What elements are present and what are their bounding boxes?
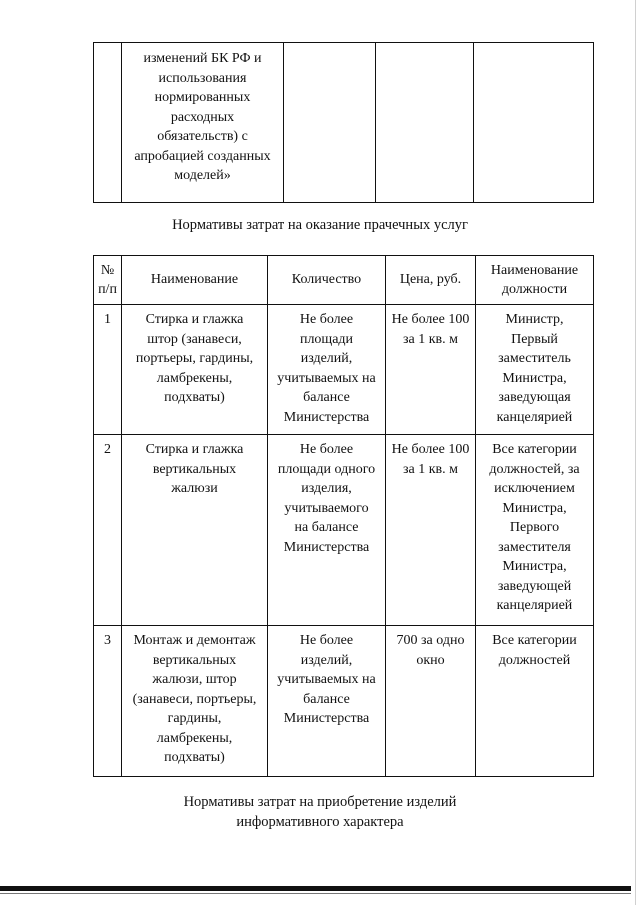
row-number: 1 [104, 312, 111, 327]
row-number: 3 [104, 633, 111, 648]
service-price: Не более 100 за 1 кв. м [391, 312, 470, 347]
cell-num [94, 626, 122, 777]
table-row [94, 43, 594, 203]
cell-name [122, 305, 268, 435]
cell-position [476, 435, 594, 626]
table-cell [94, 43, 122, 203]
service-name: Монтаж и демонтаж вертикальных жалюзи, штор (занавеси, портьеры, гардины, ламбрекены, подхваты) [132, 633, 257, 765]
header-num [94, 256, 122, 305]
service-quantity: Не более площади изделий, учитываемых на балансе Министерства [277, 312, 376, 425]
header-price-label: Цена, руб. [399, 272, 462, 288]
cell-quantity [268, 626, 386, 777]
service-price: Не более 100 за 1 кв. м [391, 442, 470, 477]
cell-quantity [268, 435, 386, 626]
continued-table [93, 42, 594, 203]
page-edge [635, 0, 636, 905]
service-quantity: Не более площади одного изделия, учитываемого на балансе Министерства [277, 442, 376, 555]
table-cell [474, 43, 594, 203]
header-quantity [268, 256, 386, 305]
table-cell [376, 43, 474, 203]
cell-position [476, 305, 594, 435]
section-heading-laundry: Нормативы затрат на оказание прачечных услуг [172, 217, 468, 233]
continued-cell-text: изменений БК РФ и использования нормированных расходных обязательств) с апробацией созданных моделей» [134, 51, 271, 183]
table-header-row [94, 256, 594, 305]
header-name [122, 256, 268, 305]
table-row [94, 435, 594, 626]
header-num-label: № п/п [98, 262, 117, 297]
header-quantity-label: Количество [291, 272, 362, 288]
header-position-label: Наименование должности [490, 262, 579, 297]
service-position: Все категории должностей, за исключением Министра, Первого заместителя Министра, заведующей канцелярией [489, 442, 580, 613]
table-row [94, 626, 594, 777]
table-cell [284, 43, 376, 203]
service-position: Министр, Первый заместитель Министра, заведующая канцелярией [496, 312, 573, 425]
cell-name [122, 435, 268, 626]
header-position [476, 256, 594, 305]
row-number: 2 [104, 442, 111, 457]
cell-price [386, 626, 476, 777]
header-name-label: Наименование [150, 272, 239, 288]
cell-price [386, 435, 476, 626]
cell-quantity [268, 305, 386, 435]
scan-bottom-edge-shadow [0, 893, 631, 894]
cell-price [386, 305, 476, 435]
service-price: 700 за одно окно [396, 633, 465, 668]
cell-position [476, 626, 594, 777]
header-price [386, 256, 476, 305]
service-name: Стирка и глажка вертикальных жалюзи [145, 442, 244, 496]
cell-num [94, 305, 122, 435]
laundry-norms-table [93, 255, 594, 777]
table-cell [122, 43, 284, 203]
cell-name [122, 626, 268, 777]
service-quantity: Не более изделий, учитываемых на балансе Министерства [277, 633, 376, 726]
service-position: Все категории должностей [492, 633, 577, 668]
cell-num [94, 435, 122, 626]
table-row [94, 305, 594, 435]
service-name: Стирка и глажка штор (занавеси, портьеры, гардины, ламбрекены, подхваты) [135, 312, 254, 405]
section-heading-informative-items: Нормативы затрат на приобретение изделий информативного характера [183, 794, 457, 830]
scan-bottom-edge [0, 886, 631, 891]
